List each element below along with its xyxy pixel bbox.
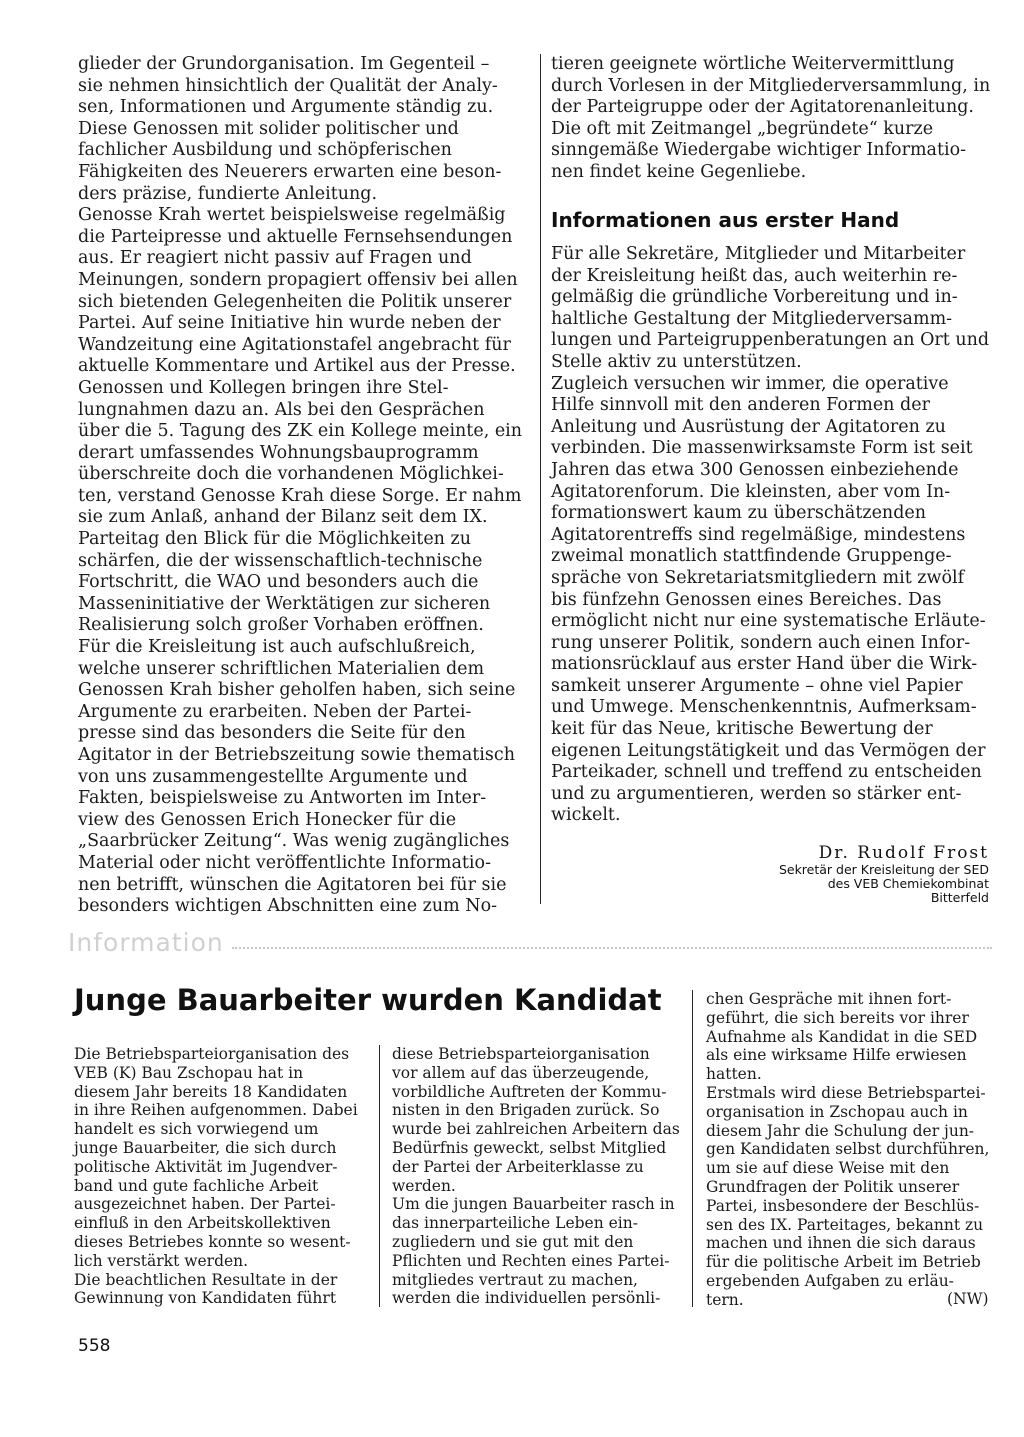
info-column-3: chen Gespräche mit ihnen fort- geführt, die sich bereits vor ihrer Aufnahme als Kandidat in die SED als eine wirksame Hilfe erwiesen hatten. Erstmals wird diese Betriebspartei- organisation in Zschopau auch in diesem Jahr die Schulung der jun- gen Kandidaten selbst durchführen, um sie auf diese Weise mit den Grundfragen der Politik unserer Partei, insbesondere der Beschlüs- sen des IX. Parteitages, bekannt zu machen und ihnen die sich daraus für die politische Arbeit im Betrieb ergebenden Aufgaben zu erläu- tern.: [706, 990, 990, 1309]
info-article-title: Junge Bauarbeiter wurden Kandidat: [74, 983, 662, 1017]
column-divider: [540, 54, 541, 904]
info-column-2: diese Betriebsparteiorganisation vor allem auf das überzeugende, vorbildliche Auftreten der Kommu- nisten in den Brigaden zurück. So wurde bei zahlreichen Arbeitern das Bedürfnis geweckt, selbst Mitglied der Partei der Arbeiterklasse zu werden. Um die jungen Bauarbeiter rasch in das innerparteiliche Leben ein- zugliedern und sie gut mit den Pflichten und Rechten eines Partei- mitgliedes vertraut zu machen, werden die individuellen persönli-: [392, 1045, 680, 1308]
author-name: Dr. Rudolf Frost: [818, 843, 989, 863]
article-right-column-body: Für alle Sekretäre, Mitglieder und Mitarbeiter der Kreisleitung heißt das, auch weiterhin re- gelmäßig die gründliche Vorbereitung und in- haltliche Gestaltung der Mitgliederversamm- lungen und Parteigruppenberatungen an Ort und Stelle aktiv zu unterstützen. Zugleich versuchen wir immer, die operative Hilfe sinnvoll mit den anderen Formen der Anleitung und Ausrüstung der Agitatoren zu verbinden. Die massenwirksamste Form ist seit Jahren das etwa 300 Genossen einbeziehende Agitatorenforum. Die kleinsten, aber vom In- formationswert kaum zu überschätzenden Agitatorentreffs sind regelmäßige, mindestens zweimal monatlich stattfindende Gruppenge- spräche von Sekretariatsmitgliedern mit zwölf bis fünfzehn Genossen eines Bereiches. Das ermöglicht nicht nur eine systematische Erläute- rung unserer Politik, sondern auch einen Infor- mationsrücklauf aus erster Hand über die Wirk- samkeit unserer Argumente – ohne viel Papier und Umwege. Menschenkenntnis, Aufmerksam- keit für das Neue, kritische Bewertung der eigenen Leitungstätigkeit und das Vermögen der Parteikader, schnell und treffend zu entscheiden und zu argumentieren, werden so stärker ent- wickelt.: [551, 244, 990, 826]
page-number: 558: [78, 1336, 111, 1356]
author-role: Sekretär der Kreisleitung der SED: [778, 862, 989, 877]
author-location: Bitterfeld: [930, 890, 989, 905]
article-left-column: glieder der Grundorganisation. Im Gegenteil – sie nehmen hinsichtlich der Qualität der Analy- sen, Informationen und Argumente ständig zu. Diese Genossen mit solider politischer und fachlicher Ausbildung und schöpferischen Fähigkeiten des Neuerers erwarten eine beson- ders präzise, fundierte Anleitung. Genosse Krah wertet beispielsweise regelmäßig die Parteipresse und aktuelle Fernsehsendungen aus. Er reagiert nicht passiv auf Fragen und Meinungen, sondern propagiert offensiv bei allen sich bietenden Gelegenheiten die Politik unserer Partei. Auf seine Initiative hin wurde neben der Wandzeitung eine Agitationstafel angebracht für aktuelle Kommentare und Artikel aus der Presse. Genossen und Kollegen bringen ihre Stel- lungnahmen dazu an. Als bei den Gesprächen über die 5. Tagung des ZK ein Kollege meinte, ein derart umfassendes Wohnungsbauprogramm überschreite doch die vorhandenen Möglichkei- ten, verstand Genosse Krah diese Sorge. Er nahm sie zum Anlaß, anhand der Bilanz seit dem IX. Parteitag den Blick für die Möglichkeiten zu schärfen, die der wissenschaftlich-technische Fortschritt, die WAO und besonders auch die Masseninitiative der Werktätigen zur sicheren Realisierung solch großer Vorhaben eröffnen. Für die Kreisleitung ist auch aufschlußreich, welche unserer schriftlichen Materialien dem Genossen Krah bisher geholfen haben, sich seine Argumente zu erarbeiten. Neben der Partei- presse sind das besonders die Seite für den Agitator in der Betriebszeitung sowie thematisch von uns zusammengestellte Argumente und Fakten, beispielsweise zu Antworten im Inter- view des Genossen Erich Honecker für die „Saarbrücker Zeitung“. Was wenig zugängliches Material oder nicht veröffentlichte Informatio- nen betrifft, wünschen die Agitatoren bei für sie besonders wichtigen Abschnitten eine zum No-: [78, 54, 523, 917]
information-label: Information: [68, 928, 224, 957]
info-column-1: Die Betriebsparteiorganisation des VEB (K) Bau Zschopau hat in diesem Jahr bereits 18 Kandidaten in ihre Reihen aufgenommen. Dabei handelt es sich vorwiegend um junge Bauarbeiter, die sich durch politische Aktivität im Jugendver- band und gute fachliche Arbeit ausgezeichnet haben. Der Partei- einfluß in den Arbeitskollektiven dieses Betriebes konnte so wesent- lich verstärkt werden. Die beachtlichen Resultate in der Gewinnung von Kandidaten führt: [74, 1045, 358, 1308]
info-column-divider-1: [379, 1045, 380, 1307]
information-divider: [232, 947, 992, 949]
author-organization: des VEB Chemiekombinat: [827, 876, 989, 891]
info-column-divider-2: [692, 990, 693, 1307]
author-initials: (NW): [947, 1290, 989, 1308]
section-subheading: Informationen aus erster Hand: [551, 208, 900, 232]
article-right-column-intro: tieren geeignete wörtliche Weitervermittlung durch Vorlesen in der Mitgliederversammlung, in der Parteigruppe oder der Agitatorenanleitung. Die oft mit Zeitmangel „begründete“ kurze sinngemäße Wiedergabe wichtiger Informatio- nen findet keine Gegenliebe.: [551, 54, 991, 182]
